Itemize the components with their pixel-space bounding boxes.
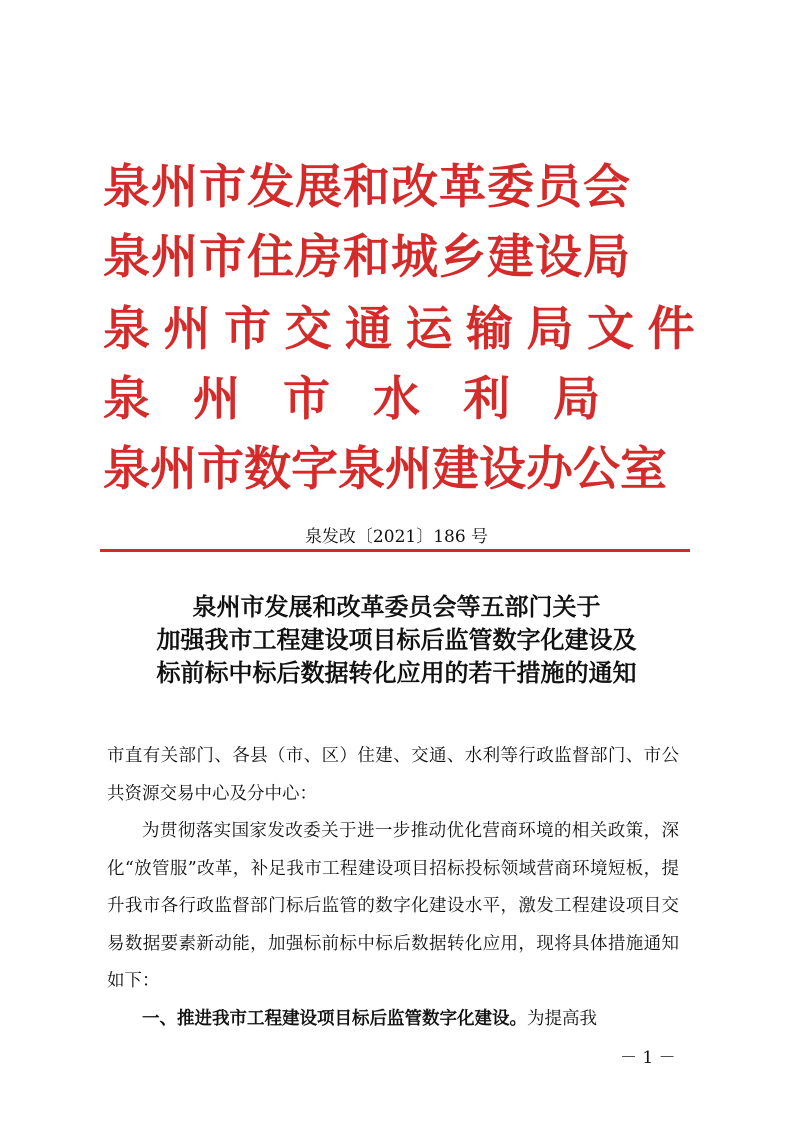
red-divider-line [100,549,690,552]
issuer-line: 泉州市住房和城乡建设局 [103,230,631,285]
document-body [107,738,679,1038]
issuer-line: 泉州市发展和改革委员会 [103,160,631,215]
section-paragraph [107,1001,679,1039]
section-heading: 一、推进我市工程建设项目标后监管数字化建设。 [142,1008,527,1029]
issuer-line: 泉州市水利局 [103,372,643,427]
title-line: 泉州市发展和改革委员会等五部门关于 [192,592,601,621]
document-title [0,590,793,689]
page-number: － 1 － [620,1048,676,1068]
body-paragraph: 为贯彻落实国家发改委关于进一步推动优化营商环境的相关政策，深化“放管服”改革，补足我市工程建设项目招标投标领域营商环境短板，提升我市各行政监督部门标后监管的数字化建设水平，激发工程建设项目交易数据要素新动能，加强标前标中标后数据转化应用，现将具体措施通知如下： [107,821,679,991]
issuer-line: 泉州市交通运输局文件 [103,302,708,357]
addressee: 市直有关部门、各县（市、区）住建、交通、水利等行政监督部门、市公共资源交易中心及分中心： [107,746,679,804]
section-text: 为提高我 [527,1008,597,1029]
title-line: 标前标中标后数据转化应用的若干措施的通知 [156,658,637,687]
issuer-line: 泉州市数字泉州建设办公室 [103,442,667,497]
title-line: 加强我市工程建设项目标后监管数字化建设及 [156,625,637,654]
document-number: 泉发改〔2021〕186 号 [304,527,489,547]
